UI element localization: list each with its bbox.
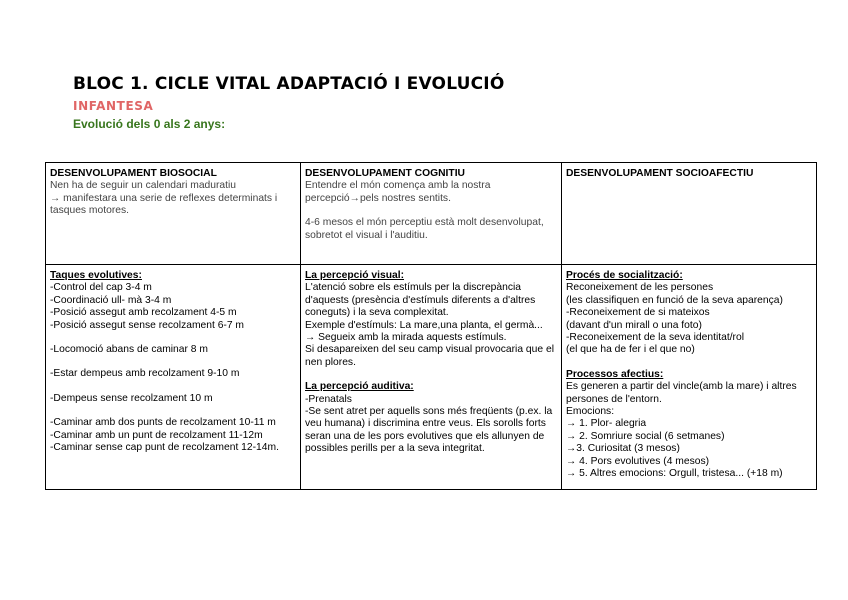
afectius-title: Processos afectius: — [566, 368, 664, 380]
socioafectiu-header-cell — [562, 163, 817, 265]
page-title: BLOC 1. CICLE VITAL ADAPTACIÓ I EVOLUCIÓ — [73, 74, 505, 94]
list-item: -Coordinació ull- mà 3-4 m — [50, 294, 172, 306]
biosocial-header: DESENVOLUPAMENT BIOSOCIAL — [50, 168, 217, 179]
spacer — [566, 357, 812, 369]
afectius-text: Es generen a partir del vincle(amb la mare) i altres persones de l'entorn. — [566, 381, 797, 405]
list-item: -Dempeus sense recolzament 10 m — [50, 392, 213, 404]
section-subheading: Evolució dels 0 als 2 anys: — [73, 117, 226, 131]
list-item: -Reconeixement de si mateixos — [566, 307, 710, 319]
list-item: → 5. Altres emocions: Orgull, tristesa... (+18 m) — [566, 468, 783, 480]
list-item: Reconeixement de les persones — [566, 282, 714, 294]
auditiva-title: La percepció auditiva: — [305, 381, 414, 393]
visual-example: Exemple d'estímuls: La mare,una planta, el germà... — [305, 319, 543, 331]
socioafectiu-cell — [562, 265, 817, 490]
list-item: (davant d'un mirall o una foto) — [566, 319, 702, 331]
list-item: → 1. Plor- alegria — [566, 418, 647, 430]
biosocial-cell — [46, 265, 301, 490]
list-item: -Caminar amb dos punts de recolzament 10-11 m — [50, 417, 276, 429]
socioafectiu-header: DESENVOLUPAMENT SOCIOAFECTIU — [566, 168, 754, 179]
cognitiu-header: DESENVOLUPAMENT COGNITIU — [305, 168, 465, 179]
spacer — [50, 405, 296, 417]
list-item: -Locomoció abans de caminar 8 m — [50, 344, 208, 356]
list-item: -Posició assegut sense recolzament 6-7 m — [50, 319, 245, 331]
auditiva-item: -Prenatals — [305, 393, 352, 405]
list-item: -Posició assegut amb recolzament 4-5 m — [50, 307, 237, 319]
visual-title: La percepció visual: — [305, 270, 405, 281]
cognitiu-intro-2: 4-6 mesos el món perceptiu està molt desenvolupat, sobretot el visual i l'auditiu. — [305, 217, 544, 241]
spacer — [305, 369, 557, 381]
visual-text: L'atenció sobre els estímuls per la discrepància d'aquests (presència d'estímuls diferents a d'altres coneguts) i la seva complexitat. — [305, 282, 536, 319]
list-item: -Caminar amb un punt de recolzament 11-12m — [50, 429, 263, 441]
cognitiu-intro-1: Entendre el món comença amb la nostra percepció→pels nostres sentits. — [305, 180, 491, 204]
spacer — [50, 332, 296, 344]
visual-disappear: Si desapareixen del seu camp visual provocaria que el nen plores. — [305, 344, 554, 368]
table-body-row — [46, 265, 817, 490]
list-item: -Caminar sense cap punt de recolzament 12-14m. — [50, 442, 279, 454]
biosocial-title: Taques evolutives: — [50, 270, 142, 281]
cognitiu-header-cell — [301, 163, 562, 265]
spacer — [50, 381, 296, 393]
auditiva-item: -Se sent atret per aquells sons més freqüents (p.ex. la veu humana) i discrimina entre veus. Els sorolls forts seran una de les pors evolutives que els allunyen de possibles perills per a la seva integritat. — [305, 406, 553, 455]
list-item: -Reconeixement de la seva identitat/rol — [566, 332, 745, 344]
biosocial-intro-1: Nen ha de seguir un calendari maduratiu — [50, 180, 237, 192]
emocions-label: Emocions: — [566, 406, 615, 418]
list-item: → 2. Somriure social (6 setmanes) — [566, 430, 725, 442]
list-item: → 4. Pors evolutives (4 mesos) — [566, 455, 710, 467]
section-subtitle: INFANTESA — [73, 99, 154, 113]
table-header-row — [46, 163, 817, 265]
spacer — [50, 356, 296, 368]
development-table — [45, 162, 817, 490]
spacer — [305, 205, 557, 217]
cognitiu-cell — [301, 265, 562, 490]
social-title: Procés de socialització: — [566, 270, 683, 281]
list-item: -Control del cap 3-4 m — [50, 282, 152, 294]
biosocial-intro-2: → manifestara una serie de reflexes determinats i tasques motores. — [50, 192, 278, 217]
visual-follow: → Segueix amb la mirada aquests estímuls. — [305, 332, 507, 344]
biosocial-header-cell — [46, 163, 301, 265]
list-item: (les classifiquen en funció de la seva aparença) — [566, 294, 783, 306]
list-item: →3. Curiositat (3 mesos) — [566, 443, 680, 455]
list-item: -Estar dempeus amb recolzament 9-10 m — [50, 368, 240, 380]
list-item: (el que ha de fer i el que no) — [566, 344, 695, 356]
